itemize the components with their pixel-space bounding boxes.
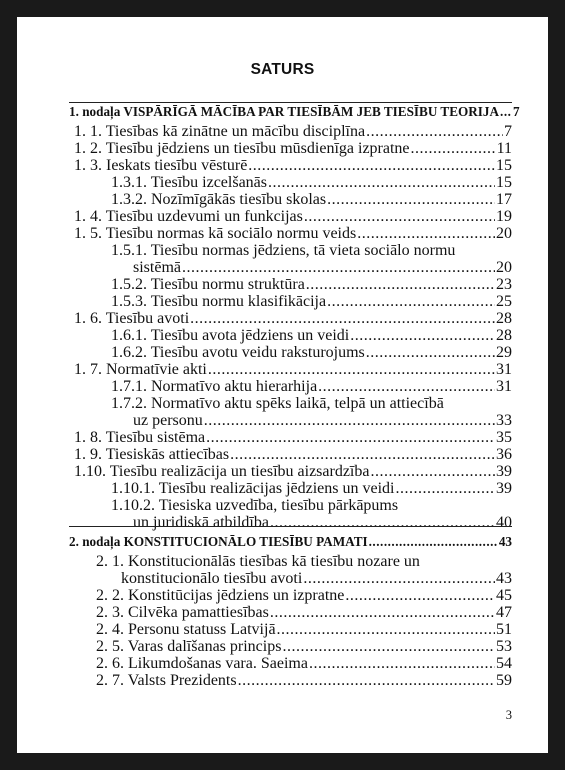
toc-entry <box>74 208 512 225</box>
dot-leader <box>190 310 495 328</box>
toc-entry-page: 54 <box>496 655 512 672</box>
toc-entry-page: 33 <box>496 412 512 429</box>
toc-entry-label: 2. 7. Valsts Prezidents <box>96 672 237 689</box>
dot-leader <box>268 174 495 192</box>
toc-entry-page: 39 <box>496 480 512 497</box>
toc-entry <box>74 446 512 463</box>
toc-entry-page: 23 <box>496 276 512 293</box>
toc-entry <box>74 361 512 378</box>
toc-title: SATURS <box>250 61 315 78</box>
dot-leader <box>304 208 495 226</box>
toc-entry <box>111 378 512 395</box>
chapter-2-label: 2. nodaļa KONSTITUCIONĀLO TIESĪBU PAMATI <box>69 534 368 549</box>
toc-entry-page: 25 <box>496 293 512 310</box>
toc-entry-label: 1. 9. Tiesiskās attiecības <box>74 446 230 463</box>
toc-entry-page: 31 <box>496 378 512 395</box>
toc-entry-page: 11 <box>496 140 512 157</box>
toc-entry-label: 2. 2. Konstitūcijas jēdziens un izpratne <box>96 587 345 604</box>
dot-leader <box>206 429 495 447</box>
toc-entry <box>96 604 512 621</box>
dot-leader <box>396 480 496 498</box>
toc-entry-label: 1.7.1. Normatīvo aktu hierarhija <box>111 378 318 395</box>
toc-entry-page: 31 <box>496 361 512 378</box>
dot-leader <box>366 344 495 362</box>
toc-entry <box>74 123 512 140</box>
toc-entry-page: 7 <box>504 123 512 140</box>
toc-entry-label: 1.3.2. Nozīmīgākās tiesību skolas <box>111 191 327 208</box>
toc-entry-page: 17 <box>496 191 512 208</box>
toc-entry-page: 15 <box>496 174 512 191</box>
toc-entry <box>133 514 512 531</box>
toc-entry <box>96 553 420 570</box>
toc-entry-label: 1.6.2. Tiesību avotu veidu raksturojums <box>111 344 365 361</box>
dot-leader <box>327 293 495 311</box>
toc-entry-page: 39 <box>496 463 512 480</box>
toc-entry <box>111 191 512 208</box>
dot-leader <box>303 570 495 588</box>
dot-leader <box>327 191 495 209</box>
toc-entry-page: 53 <box>496 638 512 655</box>
toc-entry-page: 15 <box>496 157 512 174</box>
toc-entry-label: konstitucionālo tiesību avoti <box>121 570 303 587</box>
toc-entry <box>96 587 512 604</box>
toc-entry-label: 1.3.1. Tiesību izcelšanās <box>111 174 267 191</box>
toc-entry-label: 1. 4. Tiesību uzdevumi un funkcijas <box>74 208 303 225</box>
toc-entry-label: 2. 4. Personu statuss Latvijā <box>96 621 276 638</box>
toc-entry-label: 1. 7. Normatīvie akti <box>74 361 207 378</box>
toc-entry <box>121 570 512 587</box>
toc-entry <box>74 225 512 242</box>
toc-entry-page: 40 <box>496 514 512 531</box>
toc-entry-page: 45 <box>496 587 512 604</box>
toc-entry-label: un juridiskā atbildība <box>133 514 269 531</box>
dot-leader <box>309 655 495 673</box>
dot-leader <box>345 587 495 605</box>
toc-entry <box>74 140 512 157</box>
dot-leader <box>270 604 495 622</box>
toc-entry-label: 1.6.1. Tiesību avota jēdziens un veidi <box>111 327 350 344</box>
dot-leader <box>306 276 495 294</box>
page-number: 3 <box>505 708 512 722</box>
toc-entry <box>111 344 512 361</box>
toc-entry <box>74 463 512 480</box>
dot-leader <box>366 123 503 141</box>
dot-leader <box>277 621 495 639</box>
dot-leader <box>350 327 495 345</box>
toc-entry <box>96 621 512 638</box>
toc-entry-page: 35 <box>496 429 512 446</box>
toc-entry <box>74 157 512 174</box>
toc-entry-page: 28 <box>496 327 512 344</box>
dot-leader <box>270 514 495 532</box>
toc-entry-label: uz personu <box>133 412 203 429</box>
toc-entry-label: 1. 2. Tiesību jēdziens un tiesību mūsdienīga izpratne <box>74 140 410 157</box>
dot-leader <box>370 463 495 481</box>
chapter-2-page: 43 <box>498 534 512 549</box>
chapter-1-heading <box>69 104 520 121</box>
toc-entry-page: 20 <box>496 225 512 242</box>
toc-entry-page: 36 <box>496 446 512 463</box>
toc-entry <box>111 293 512 310</box>
toc-entry-label: 1.10.2. Tiesiska uzvedība, tiesību pārkāpums <box>111 497 399 514</box>
dot-leader <box>318 378 495 396</box>
toc-entry <box>111 327 512 344</box>
dot-leader <box>204 412 495 430</box>
toc-entry <box>111 395 444 412</box>
dot-leader <box>248 157 495 175</box>
toc-entry <box>133 259 512 276</box>
dot-leader <box>369 534 498 550</box>
chapter-2-heading <box>69 534 512 551</box>
toc-entry-page: 29 <box>496 344 512 361</box>
toc-entry <box>96 638 512 655</box>
toc-entry <box>96 655 512 672</box>
toc-entry-label: 1.7.2. Normatīvo aktu spēks laikā, telpā un attiecībā <box>111 395 444 412</box>
toc-entry <box>111 480 512 497</box>
toc-entry-label: 2. 6. Likumdošanas vara. Saeima <box>96 655 308 672</box>
toc-entry-page: 20 <box>496 259 512 276</box>
dot-leader <box>230 446 495 464</box>
toc-entry <box>96 672 512 689</box>
toc-entry-label: 2. 3. Cilvēka pamattiesības <box>96 604 269 621</box>
toc-entry-label: 1.5.2. Tiesību normu struktūra <box>111 276 305 293</box>
divider-middle <box>69 526 512 527</box>
toc-entry-label: 1. 1. Tiesības kā zinātne un mācību disciplīna <box>74 123 366 140</box>
toc-entry-label: 1.10. Tiesību realizācija un tiesību aizsardzība <box>74 463 370 480</box>
toc-entry-label: 1. 6. Tiesību avoti <box>74 310 190 327</box>
dot-leader <box>411 140 496 158</box>
chapter-1-page: 7 <box>513 104 520 119</box>
toc-entry-label: 1. 8. Tiesību sistēma <box>74 429 206 446</box>
chapter-1-label: 1. nodaļa VISPĀRĪGĀ MĀCĪBA PAR TIESĪBĀM JEB TIESĪBU TEORIJA <box>69 104 500 119</box>
dot-leader <box>282 638 495 656</box>
toc-entry <box>111 242 455 259</box>
toc-entry-label: sistēmā <box>133 259 181 276</box>
toc-entry <box>111 497 398 514</box>
toc-entry <box>133 412 512 429</box>
toc-entry-label: 1. 5. Tiesību normas kā sociālo normu veids <box>74 225 357 242</box>
dot-leader <box>500 104 512 120</box>
dot-leader <box>238 672 495 690</box>
toc-entry-page: 28 <box>496 310 512 327</box>
toc-entry <box>111 276 512 293</box>
toc-entry <box>74 429 512 446</box>
dot-leader <box>357 225 495 243</box>
toc-entry-label: 1.10.1. Tiesību realizācijas jēdziens un veidi <box>111 480 395 497</box>
toc-entry-label: 1.5.1. Tiesību normas jēdziens, tā vieta sociālo normu <box>111 242 456 259</box>
dot-leader <box>208 361 495 379</box>
toc-entry-label: 2. 1. Konstitucionālās tiesības kā tiesību nozare un <box>96 553 420 570</box>
toc-entry-label: 2. 5. Varas dalīšanas princips <box>96 638 282 655</box>
toc-entry-page: 47 <box>496 604 512 621</box>
toc-entry-page: 43 <box>496 570 512 587</box>
toc-entry <box>111 174 512 191</box>
toc-entry-label: 1.5.3. Tiesību normu klasifikācija <box>111 293 327 310</box>
toc-entry-page: 51 <box>496 621 512 638</box>
dot-leader <box>182 259 495 277</box>
toc-entry-page: 19 <box>496 208 512 225</box>
divider-top <box>69 102 512 103</box>
toc-entry-label: 1. 3. Ieskats tiesību vēsturē <box>74 157 248 174</box>
toc-entry-page: 59 <box>496 672 512 689</box>
toc-entry <box>74 310 512 327</box>
document-page <box>17 17 548 753</box>
